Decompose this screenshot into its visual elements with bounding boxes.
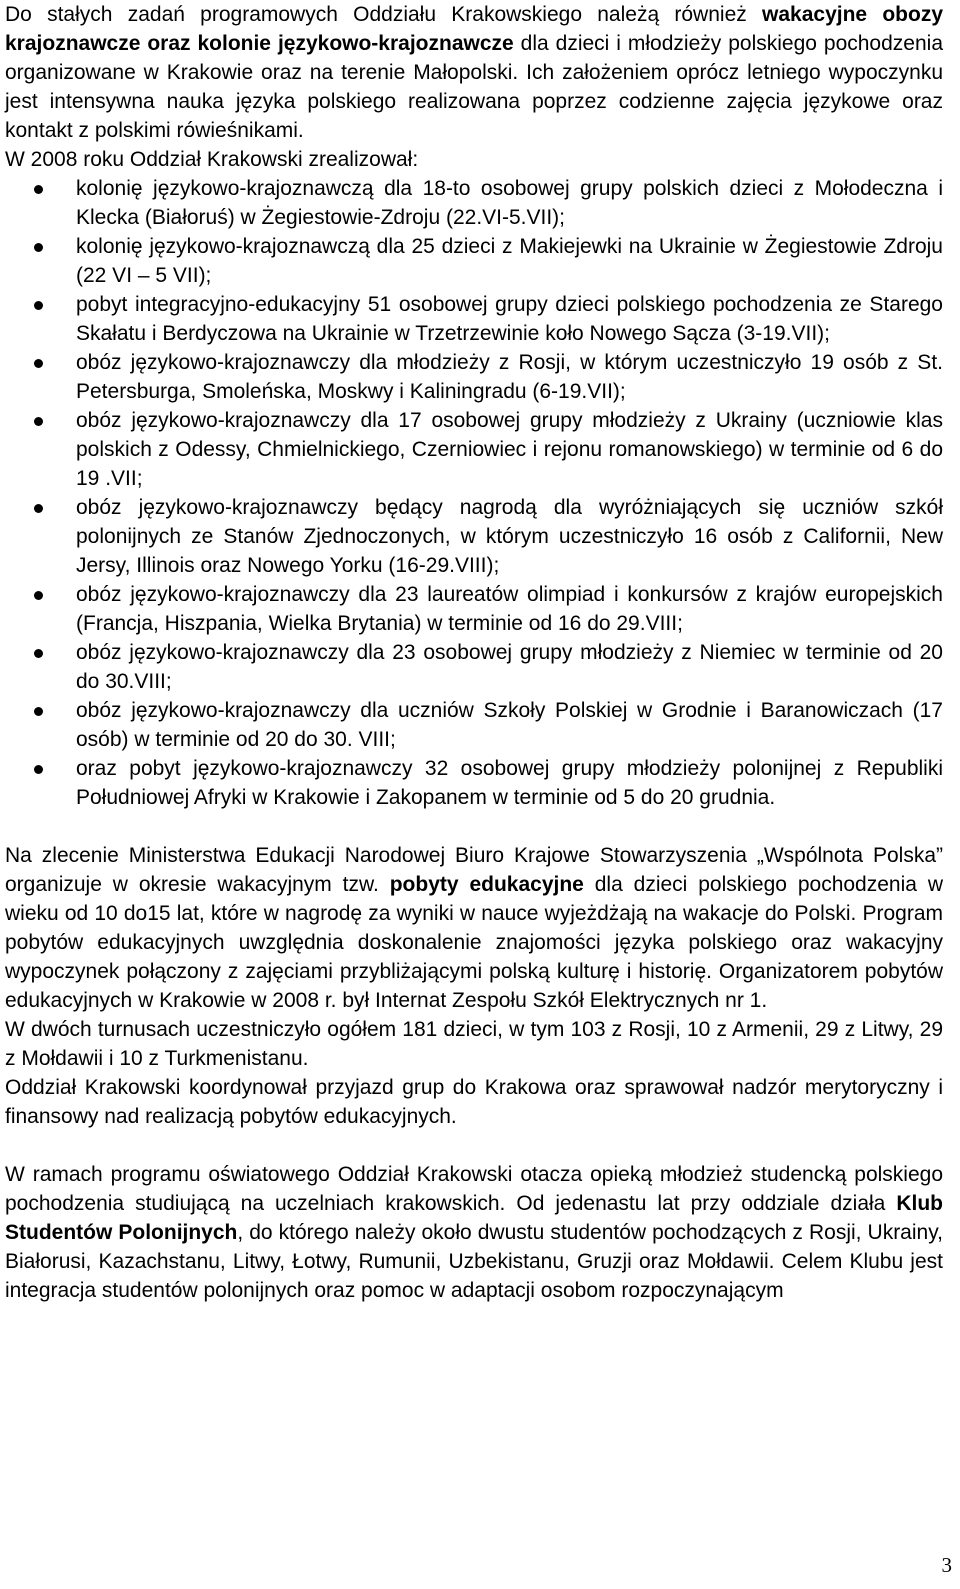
activities-list [5, 174, 943, 812]
list-item-text: kolonię językowo-krajoznawczą dla 18-to osobowej grupy polskich dzieci z Mołodeczna i Klecka (Białoruś) w Żegiestowie-Zdroju (22.VI-5.VII); [76, 177, 943, 229]
list-item-text: oraz pobyt językowo-krajoznawczy 32 osobowej grupy młodzieży polonijnej z Republiki Południowej Afryki w Krakowie i Zakopanem w terminie od 5 do 20 grudnia. [76, 757, 943, 809]
bullet-icon [34, 359, 43, 368]
bullet-icon [34, 649, 43, 658]
list-item [5, 696, 943, 754]
list-item-text: obóz językowo-krajoznawczy dla uczniów Szkoły Polskiej w Grodnie i Baranowiczach (17 osób) w terminie od 20 do 30. VIII; [76, 699, 943, 751]
list-item-text: obóz językowo-krajoznawczy będący nagrodą dla wyróżniających się uczniów szkół polonijnych ze Stanów Zjednoczonych, w którym uczestniczyło 16 osób z Californii, New Jersy, Illinois oraz Nowego Yorku (16-29.VIII); [76, 496, 943, 577]
list-item-text: obóz językowo-krajoznawczy dla młodzieży z Rosji, w którym uczestniczyło 19 osób z St. Petersburga, Smoleńska, Moskwy i Kaliningradu (6-19.VII); [76, 351, 943, 403]
list-item [5, 406, 943, 493]
intro-paragraph [5, 0, 943, 145]
turns-paragraph: W dwóch turnusach uczestniczyło ogółem 181 dzieci, w tym 103 z Rosji, 10 z Armenii, 29 z Litwy, 29 z Mołdawii i 10 z Turkmenistanu. [5, 1018, 943, 1070]
club-text-2: , do którego należy około dwustu studentów pochodzących z Rosji, Ukrainy, Białorusi, Kazachstanu, Litwy, Łotwy, Rumunii, Uzbekistanu, Gruzji oraz Mołdawii. Celem Klubu jest integracja studentów polonijnych oraz pomoc w adaptacji osobom rozpoczynającym [5, 1221, 943, 1302]
list-item-text: obóz językowo-krajoznawczy dla 23 laureatów olimpiad i konkursów z krajów europejskich (Francja, Hiszpania, Wielka Brytania) w terminie od 16 do 29.VIII; [76, 583, 943, 635]
document-body [5, 0, 943, 1305]
bullet-icon [34, 591, 43, 600]
club-text-1: W ramach programu oświatowego Oddział Krakowski otacza opieką młodzież studencką polskiego pochodzenia studiującą na uczelniach krakowskich. Od jedenastu lat przy oddziale działa [5, 1163, 943, 1215]
list-item [5, 754, 943, 812]
bullet-icon [34, 243, 43, 252]
list-item [5, 348, 943, 406]
list-item [5, 174, 943, 232]
intro-text-1: Do stałych zadań programowych Oddziału Krakowskiego należą również [5, 3, 763, 26]
list-item [5, 290, 943, 348]
bullet-icon [34, 765, 43, 774]
list-item-text: obóz językowo-krajoznawczy dla 23 osobowej grupy młodzieży z Niemiec w terminie od 20 do 30.VIII; [76, 641, 943, 693]
list-item [5, 232, 943, 290]
intro-text-2: dla dzieci i młodzieży polskiego pochodzenia organizowane w Krakowie oraz na terenie Małopolski. Ich założeniem oprócz letniego wypoczynku jest intensywna nauka języka polskiego realizowana poprzez codzienne zajęcia językowe oraz kontakt z polskimi rówieśnikami. [5, 32, 943, 142]
bullet-icon [34, 417, 43, 426]
club-paragraph [5, 1160, 943, 1305]
bullet-icon [34, 504, 43, 513]
spacer [5, 812, 943, 841]
edu-paragraph [5, 841, 943, 1015]
list-item [5, 638, 943, 696]
edu-bold-stays: pobyty edukacyjne [389, 873, 584, 896]
edu-text-1: Na zlecenie Ministerstwa Edukacji Narodowej Biuro Krajowe Stowarzyszenia „Wspólnota Polska” organizuje w okresie wakacyjnym tzw. [5, 844, 943, 896]
coordination-paragraph: Oddział Krakowski koordynował przyjazd grup do Krakowa oraz sprawował nadzór merytoryczny i finansowy nad realizacją pobytów edukacyjnych. [5, 1076, 943, 1128]
list-item [5, 580, 943, 638]
bullet-icon [34, 707, 43, 716]
list-item-text: kolonię językowo-krajoznawczą dla 25 dzieci z Makiejewki na Ukrainie w Żegiestowie Zdroju (22 VI – 5 VII); [76, 235, 943, 287]
page-number: 3 [941, 1553, 952, 1577]
bullet-icon [34, 185, 43, 194]
club-bold-name: Klub Studentów Polonijnych [5, 1192, 943, 1244]
list-item-text: obóz językowo-krajoznawczy dla 17 osobowej grupy młodzieży z Ukrainy (uczniowie klas polskich z Odessy, Chmielnickiego, Czerniowiec i rejonu romanowskiego) w terminie od 6 do 19 .VII; [76, 409, 943, 490]
intro-bold-camps: wakacyjne obozy krajoznawcze oraz kolonie językowo-krajoznawcze [5, 3, 944, 55]
list-item [5, 493, 943, 580]
lead-paragraph: W 2008 roku Oddział Krakowski zrealizował: [5, 148, 419, 171]
spacer [5, 1131, 943, 1160]
edu-text-2: dla dzieci polskiego pochodzenia w wieku od 10 do15 lat, które w nagrodę za wyniki w nauce wyjeżdżają na wakacje do Polski. Program pobytów edukacyjnych uwzględnia doskonalenie znajomości języka polskiego oraz wakacyjny wypoczynek połączony z zajęciami przybliżającymi polską kulturę i historię. Organizatorem pobytów edukacyjnych w Krakowie w 2008 r. był Internat Zespołu Szkół Elektrycznych nr 1. [5, 873, 943, 1012]
bullet-icon [34, 301, 43, 310]
list-item-text: pobyt integracyjno-edukacyjny 51 osobowej grupy dzieci polskiego pochodzenia ze Starego Skałatu i Berdyczowa na Ukrainie w Trzetrzewinie koło Nowego Sącza (3-19.VII); [76, 293, 943, 345]
